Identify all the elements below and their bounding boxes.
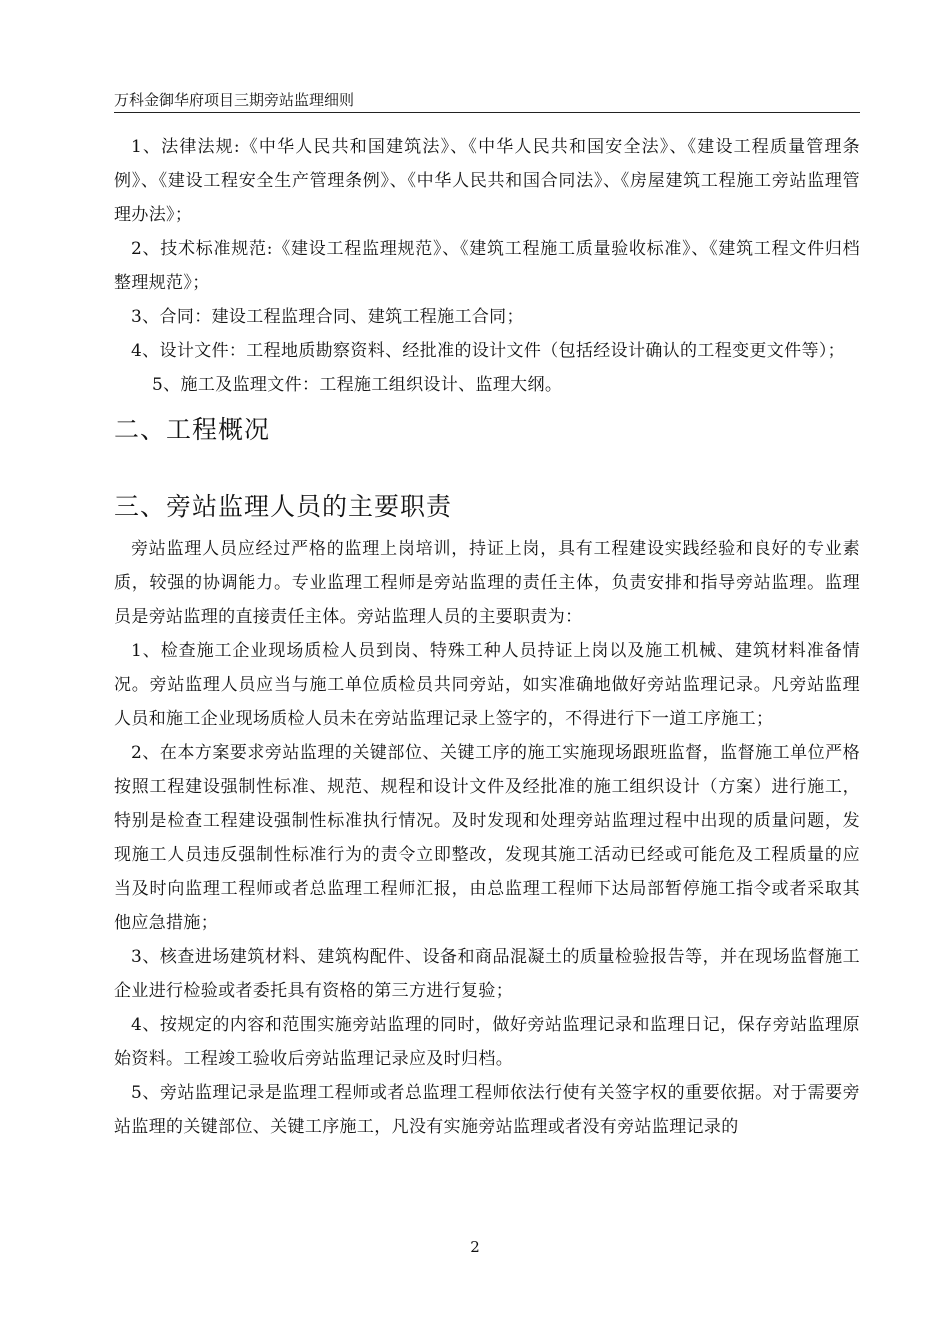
section-heading-duties: 三、旁站监理人员的主要职责	[114, 492, 453, 521]
duty-item-5: 5、旁站监理记录是监理工程师或者总监理工程师依法行使有关签字权的重要依据。对于需要旁站监理的关键部位、关键工序施工，凡没有实施旁站监理或者没有旁站监理记录的	[114, 1083, 860, 1137]
basis-item-2: 2、技术标准规范:《建设工程监理规范》、《建筑工程施工质量验收标准》、《建筑工程文件归档整理规范》；	[114, 239, 860, 293]
page-number: 2	[470, 1238, 480, 1256]
basis-item-5: 5、施工及监理文件：工程施工组织设计、监理大纲。	[152, 375, 563, 395]
page-body	[114, 130, 860, 1144]
basis-item-4: 4、设计文件：工程地质勘察资料、经批准的设计文件（包括经设计确认的工程变更文件等）；	[131, 341, 846, 361]
duty-item-3: 3、核查进场建筑材料、建筑构配件、设备和商品混凝土的质量检验报告等，并在现场监督施工企业进行检验或者委托具有资格的第三方进行复验；	[114, 947, 860, 1001]
basis-item-3: 3、合同：建设工程监理合同、建筑工程施工合同；	[131, 307, 524, 327]
duty-item-2: 2、在本方案要求旁站监理的关键部位、关键工序的施工实施现场跟班监督，监督施工单位严格按照工程建设强制性标准、规范、规程和设计文件及经批准的施工组织设计（方案）进行施工，特别是检查工程建设强制性标准执行情况。及时发现和处理旁站监理过程中出现的质量问题，发现施工人员违反强制性标准行为的责令立即整改，发现其施工活动已经或可能危及工程质量的应当及时向监理工程师或者总监理工程师汇报，由总监理工程师下达局部暂停施工指令或者采取其他应急措施；	[114, 743, 860, 933]
duty-item-4: 4、按规定的内容和范围实施旁站监理的同时，做好旁站监理记录和监理日记，保存旁站监理原始资料。工程竣工验收后旁站监理记录应及时归档。	[114, 1015, 860, 1069]
section-heading-overview: 二、工程概况	[114, 415, 271, 444]
duty-item-1: 1、检查施工企业现场质检人员到岗、特殊工种人员持证上岗以及施工机械、建筑材料准备情况。旁站监理人员应当与施工单位质检员共同旁站，如实准确地做好旁站监理记录。凡旁站监理人员和施工企业现场质检人员未在旁站监理记录上签字的，不得进行下一道工序施工；	[114, 641, 860, 729]
running-header: 万科金御华府项目三期旁站监理细则	[114, 88, 860, 113]
basis-item-1: 1、法律法规:《中华人民共和国建筑法》、《中华人民共和国安全法》、《建设工程质量管理条例》、《建设工程安全生产管理条例》、《中华人民共和国合同法》、《房屋建筑工程施工旁站监理管理办法》；	[114, 137, 860, 225]
duties-intro: 旁站监理人员应经过严格的监理上岗培训，持证上岗，具有工程建设实践经验和良好的专业素质，较强的协调能力。专业监理工程师是旁站监理的责任主体，负责安排和指导旁站监理。监理员是旁站监理的直接责任主体。旁站监理人员的主要职责为：	[114, 539, 860, 627]
